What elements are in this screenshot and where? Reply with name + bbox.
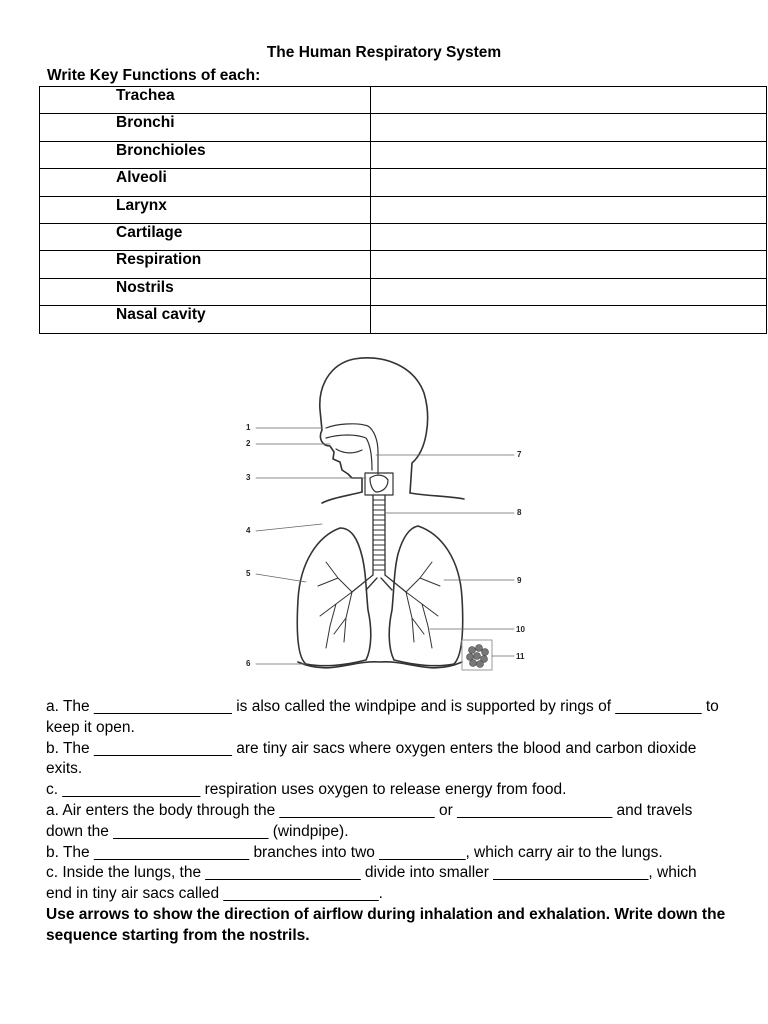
diagram-label: 6 [246,659,251,668]
answer-cell[interactable] [371,141,767,168]
right-lung [389,526,463,666]
larynx [370,475,388,492]
nasal-cavity [326,424,378,474]
shoulder-outline [322,492,362,503]
diagram-label: 5 [246,569,251,578]
table-row [40,306,767,333]
term-cell: Cartilage [40,223,371,250]
term-cell: Bronchioles [40,141,371,168]
diagram-label: 7 [517,450,522,459]
answer-cell[interactable] [371,114,767,141]
bronchi [352,575,406,592]
question-text: b. The ________________ are tiny air sacs where oxygen enters the blood and carbon dioxide exits. [46,739,697,778]
airflow-instruction: Use arrows to show the direction of airflow during inhalation and exhalation. Write down the sequence starting from the nostrils. [46,905,726,944]
table-row [40,114,767,141]
term-cell: Respiration [40,251,371,278]
trachea-rings [373,500,385,570]
answer-cell[interactable] [371,306,767,333]
term-cell: Alveoli [40,169,371,196]
question-text: a. The ________________ is also called the windpipe and is supported by rings of __________ to keep it open. [46,698,719,736]
page-title: The Human Respiratory System [266,44,502,61]
diagram-label: 3 [246,473,251,482]
instructions-heading: Write Key Functions of each: [47,67,261,84]
diagram-label: 2 [246,439,251,448]
respiratory-system-diagram [236,355,536,675]
table-row [40,196,767,223]
question-text: c. ________________ respiration uses oxygen to release energy from food. [46,781,567,799]
table-row [40,278,767,305]
answer-cell[interactable] [371,196,767,223]
diagram-label: 11 [516,652,525,661]
diagram-label: 1 [246,423,251,432]
diaphragm [298,662,462,668]
answer-cell[interactable] [371,87,767,114]
diagram-label: 8 [517,508,522,517]
left-lung [297,528,371,666]
diagram-label: 4 [246,526,251,535]
question-text: c. Inside the lungs, the __________________ divide into smaller __________________, which end in tiny air sacs called __________________. [46,864,697,903]
question-text: a. Air enters the body through the __________________ or __________________ and travels down the __________________ (windpipe). [46,801,693,840]
table-row [40,169,767,196]
question-text: b. The __________________ branches into two __________, which carry air to the lungs. [46,843,663,861]
table-row [40,251,767,278]
term-cell: Trachea [40,87,371,114]
term-cell: Nostrils [40,278,371,305]
mouth [336,449,362,453]
fill-in-questions [46,697,726,947]
table-row [40,87,767,114]
shoulder-outline [410,493,464,499]
term-cell: Bronchi [40,114,371,141]
bronchioles [318,562,440,648]
answer-cell[interactable] [371,278,767,305]
alveoli-cluster [467,645,489,668]
diagram-label: 10 [516,625,525,634]
table-row [40,223,767,250]
diagram-label: 9 [517,576,522,585]
term-cell: Larynx [40,196,371,223]
table-row [40,141,767,168]
answer-cell[interactable] [371,169,767,196]
key-functions-table [39,86,767,334]
answer-cell[interactable] [371,251,767,278]
answer-cell[interactable] [371,223,767,250]
term-cell: Nasal cavity [40,306,371,333]
